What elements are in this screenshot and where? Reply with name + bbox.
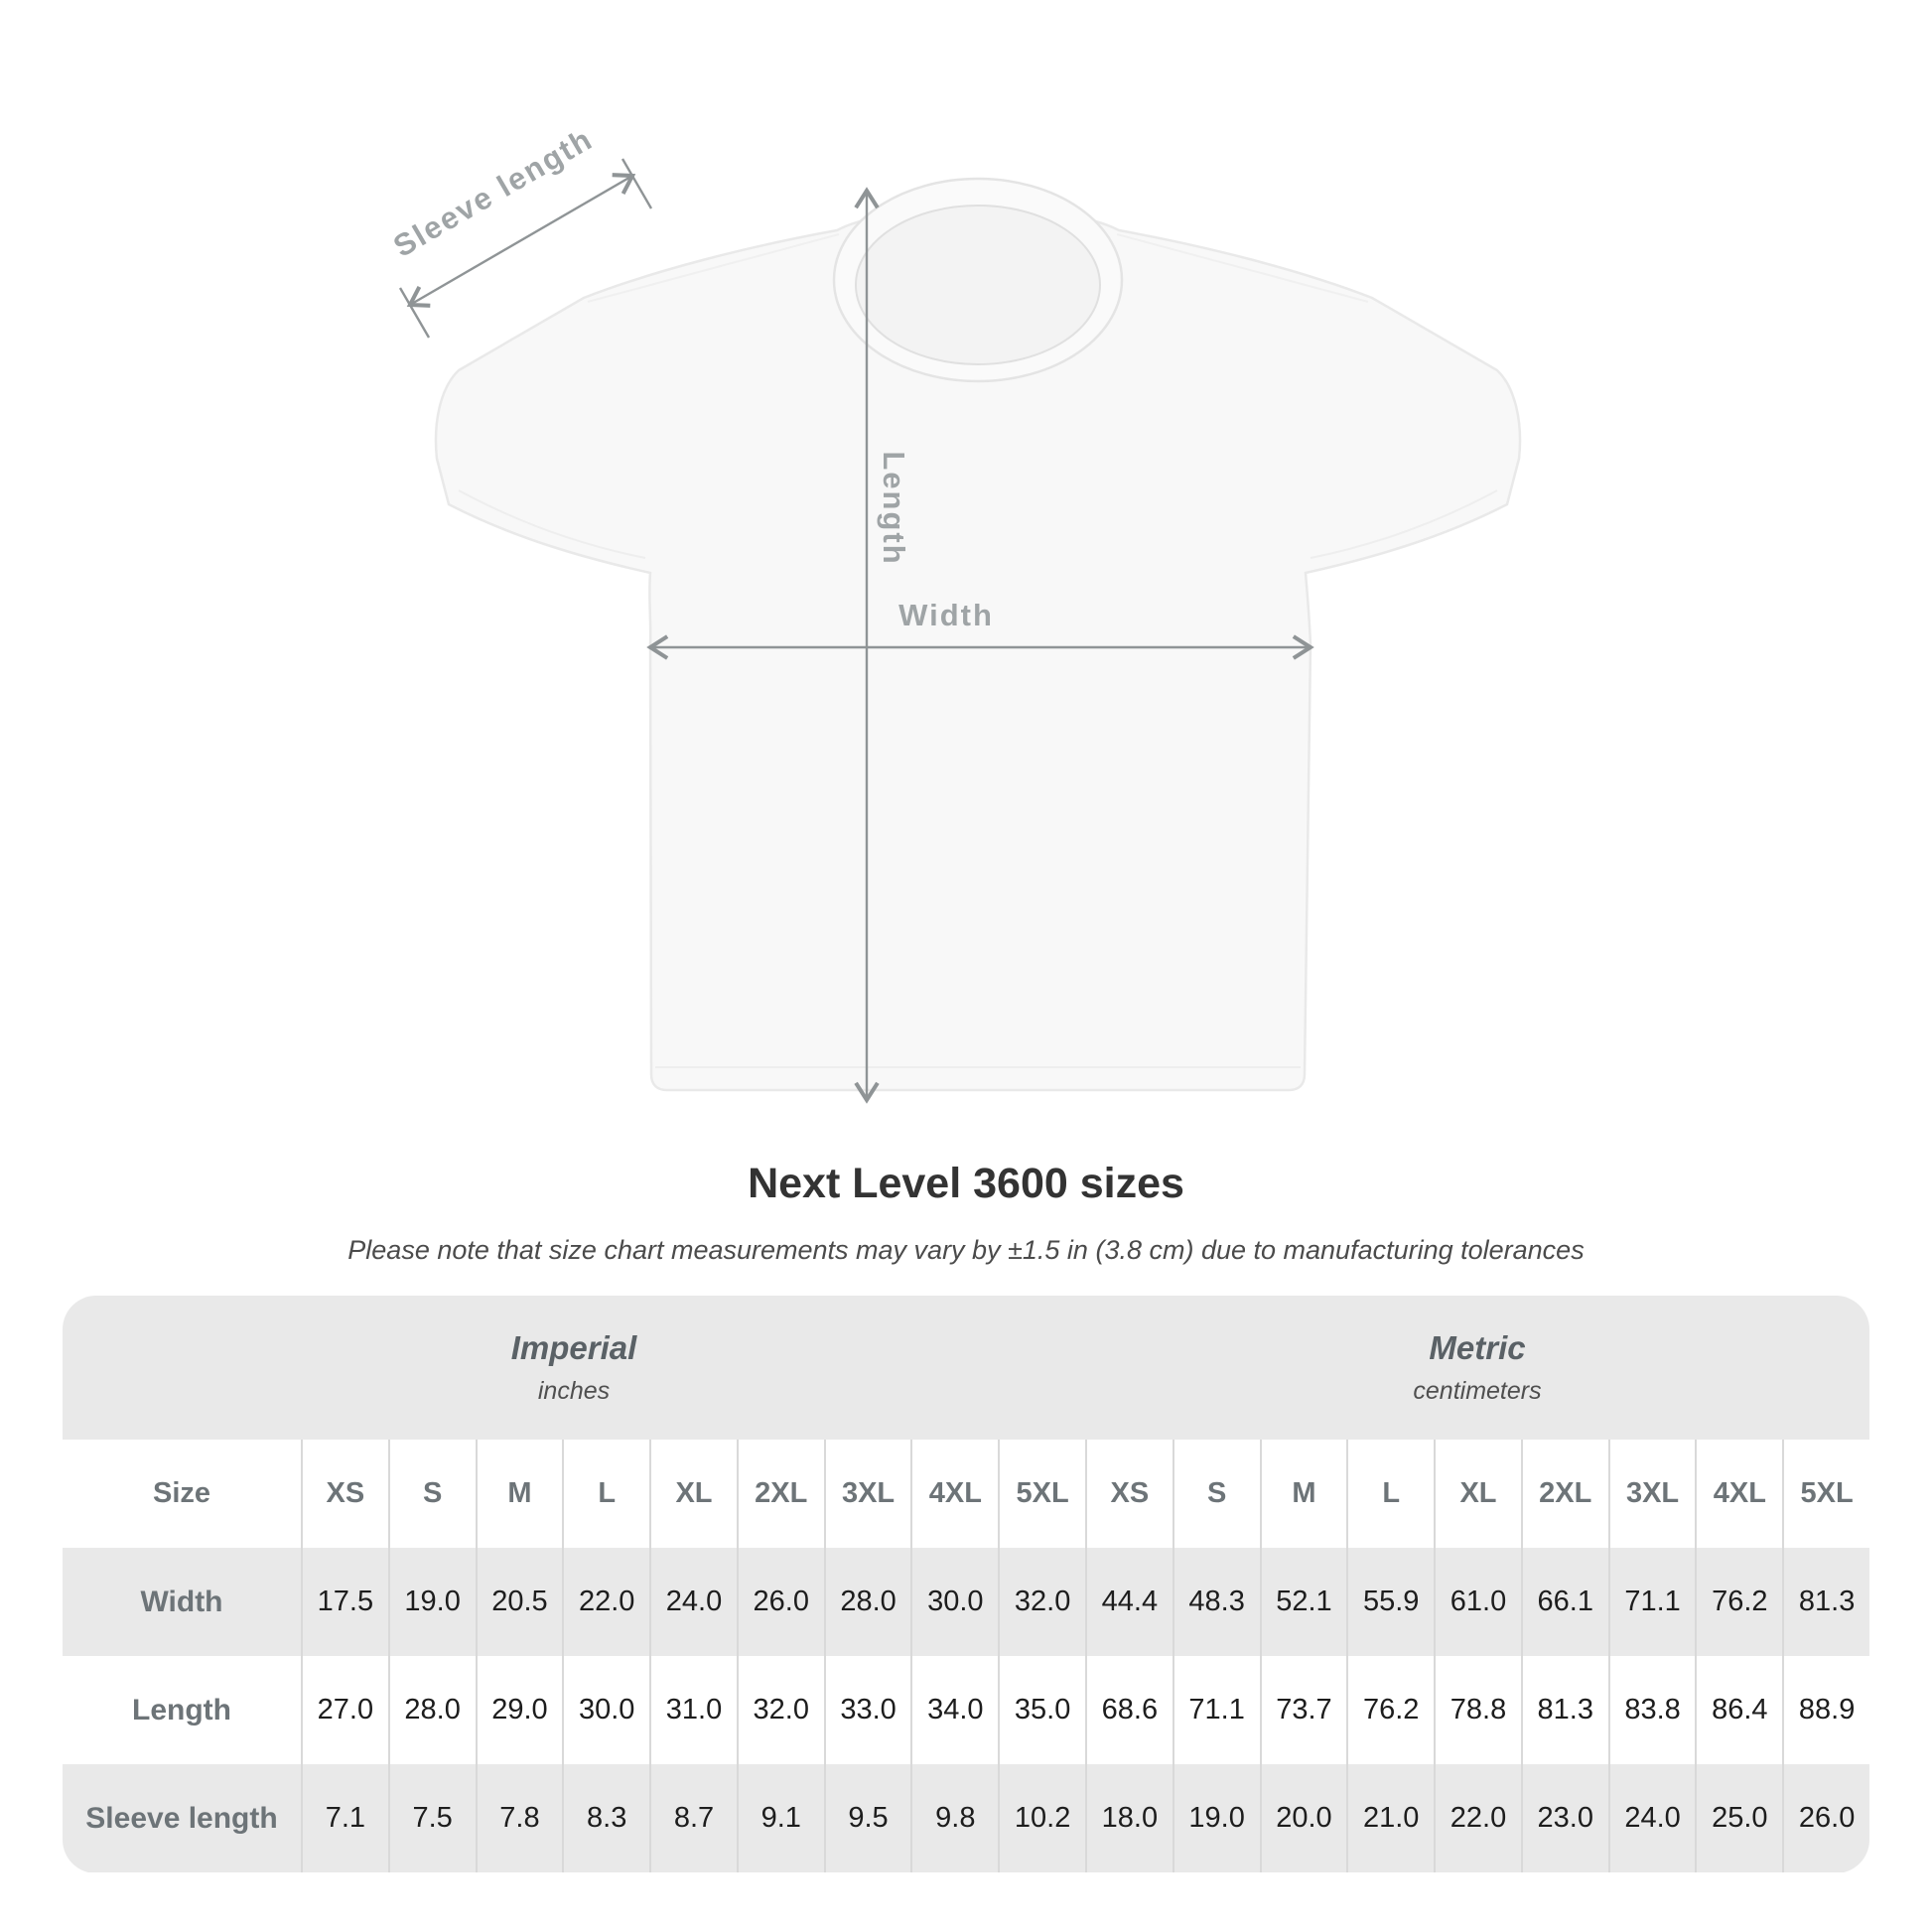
value-cell: 34.0 bbox=[910, 1656, 998, 1764]
value-cell: 52.1 bbox=[1260, 1548, 1347, 1656]
value-cell: 9.1 bbox=[737, 1764, 824, 1872]
value-cell: 28.0 bbox=[824, 1548, 911, 1656]
width-label: Width bbox=[898, 598, 994, 632]
value-cell: 35.0 bbox=[998, 1656, 1085, 1764]
metric-heading: Metric bbox=[1429, 1329, 1526, 1366]
value-cell: 28.0 bbox=[388, 1656, 476, 1764]
value-cell: 48.3 bbox=[1173, 1548, 1260, 1656]
col-header-metric-l: L bbox=[1346, 1440, 1434, 1548]
value-cell: 44.4 bbox=[1085, 1548, 1173, 1656]
col-header-metric-4xl: 4XL bbox=[1695, 1440, 1782, 1548]
value-cell: 22.0 bbox=[1434, 1764, 1521, 1872]
value-cell: 21.0 bbox=[1346, 1764, 1434, 1872]
value-cell: 86.4 bbox=[1695, 1656, 1782, 1764]
col-header-imperial-2xl: 2XL bbox=[737, 1440, 824, 1548]
value-cell: 7.8 bbox=[476, 1764, 563, 1872]
value-cell: 76.2 bbox=[1346, 1656, 1434, 1764]
col-header-imperial-xl: XL bbox=[649, 1440, 737, 1548]
size-grid bbox=[63, 1440, 1869, 1872]
value-cell: 20.5 bbox=[476, 1548, 563, 1656]
col-header-metric-xl: XL bbox=[1434, 1440, 1521, 1548]
value-cell: 7.1 bbox=[301, 1764, 388, 1872]
metric-unit-group bbox=[1085, 1296, 1869, 1440]
value-cell: 30.0 bbox=[562, 1656, 649, 1764]
value-cell: 71.1 bbox=[1173, 1656, 1260, 1764]
row-label-length: Length bbox=[63, 1656, 301, 1764]
value-cell: 9.8 bbox=[910, 1764, 998, 1872]
value-cell: 73.7 bbox=[1260, 1656, 1347, 1764]
row-label-width: Width bbox=[63, 1548, 301, 1656]
value-cell: 81.3 bbox=[1782, 1548, 1869, 1656]
col-header-imperial-4xl: 4XL bbox=[910, 1440, 998, 1548]
col-header-metric-2xl: 2XL bbox=[1521, 1440, 1608, 1548]
value-cell: 19.0 bbox=[1173, 1764, 1260, 1872]
value-cell: 88.9 bbox=[1782, 1656, 1869, 1764]
value-cell: 33.0 bbox=[824, 1656, 911, 1764]
sleeve-length-tick-end bbox=[622, 159, 651, 208]
value-cell: 31.0 bbox=[649, 1656, 737, 1764]
col-header-imperial-s: S bbox=[388, 1440, 476, 1548]
imperial-heading: Imperial bbox=[510, 1329, 637, 1366]
value-cell: 19.0 bbox=[388, 1548, 476, 1656]
value-cell: 24.0 bbox=[1608, 1764, 1696, 1872]
value-cell: 30.0 bbox=[910, 1548, 998, 1656]
col-header-metric-s: S bbox=[1173, 1440, 1260, 1548]
col-header-imperial-m: M bbox=[476, 1440, 563, 1548]
imperial-unit-label: inches bbox=[537, 1377, 611, 1405]
value-cell: 10.2 bbox=[998, 1764, 1085, 1872]
col-header-metric-5xl: 5XL bbox=[1782, 1440, 1869, 1548]
col-header-imperial-3xl: 3XL bbox=[824, 1440, 911, 1548]
value-cell: 61.0 bbox=[1434, 1548, 1521, 1656]
col-header-imperial-5xl: 5XL bbox=[998, 1440, 1085, 1548]
value-cell: 17.5 bbox=[301, 1548, 388, 1656]
value-cell: 25.0 bbox=[1695, 1764, 1782, 1872]
value-cell: 8.7 bbox=[649, 1764, 737, 1872]
col-header-metric-m: M bbox=[1260, 1440, 1347, 1548]
value-cell: 76.2 bbox=[1695, 1548, 1782, 1656]
value-cell: 32.0 bbox=[737, 1656, 824, 1764]
col-header-metric-3xl: 3XL bbox=[1608, 1440, 1696, 1548]
value-cell: 27.0 bbox=[301, 1656, 388, 1764]
value-cell: 78.8 bbox=[1434, 1656, 1521, 1764]
value-cell: 22.0 bbox=[562, 1548, 649, 1656]
value-cell: 18.0 bbox=[1085, 1764, 1173, 1872]
imperial-unit-group bbox=[63, 1296, 1085, 1440]
value-cell: 55.9 bbox=[1346, 1548, 1434, 1656]
page-title: Next Level 3600 sizes bbox=[748, 1160, 1184, 1207]
value-cell: 29.0 bbox=[476, 1656, 563, 1764]
value-cell: 26.0 bbox=[1782, 1764, 1869, 1872]
value-cell: 8.3 bbox=[562, 1764, 649, 1872]
value-cell: 32.0 bbox=[998, 1548, 1085, 1656]
col-header-imperial-l: L bbox=[562, 1440, 649, 1548]
value-cell: 23.0 bbox=[1521, 1764, 1608, 1872]
value-cell: 7.5 bbox=[388, 1764, 476, 1872]
length-label: Length bbox=[877, 451, 911, 566]
value-cell: 83.8 bbox=[1608, 1656, 1696, 1764]
value-cell: 9.5 bbox=[824, 1764, 911, 1872]
value-cell: 20.0 bbox=[1260, 1764, 1347, 1872]
size-table bbox=[63, 1296, 1869, 1873]
value-cell: 71.1 bbox=[1608, 1548, 1696, 1656]
value-cell: 81.3 bbox=[1521, 1656, 1608, 1764]
value-cell: 24.0 bbox=[649, 1548, 737, 1656]
metric-unit-label: centimeters bbox=[1413, 1377, 1542, 1405]
value-cell: 26.0 bbox=[737, 1548, 824, 1656]
value-cell: 66.1 bbox=[1521, 1548, 1608, 1656]
value-cell: 68.6 bbox=[1085, 1656, 1173, 1764]
collar-inner bbox=[856, 206, 1100, 364]
row-label-sleeve-length: Sleeve length bbox=[63, 1764, 301, 1872]
unit-band bbox=[63, 1296, 1869, 1440]
size-header: Size bbox=[63, 1440, 301, 1548]
col-header-metric-xs: XS bbox=[1085, 1440, 1173, 1548]
sleeve-length-label: Sleeve length bbox=[387, 120, 600, 264]
col-header-imperial-xs: XS bbox=[301, 1440, 388, 1548]
page-subtitle: Please note that size chart measurements may vary by ±1.5 in (3.8 cm) due to manufacturing tolerances bbox=[347, 1235, 1585, 1265]
